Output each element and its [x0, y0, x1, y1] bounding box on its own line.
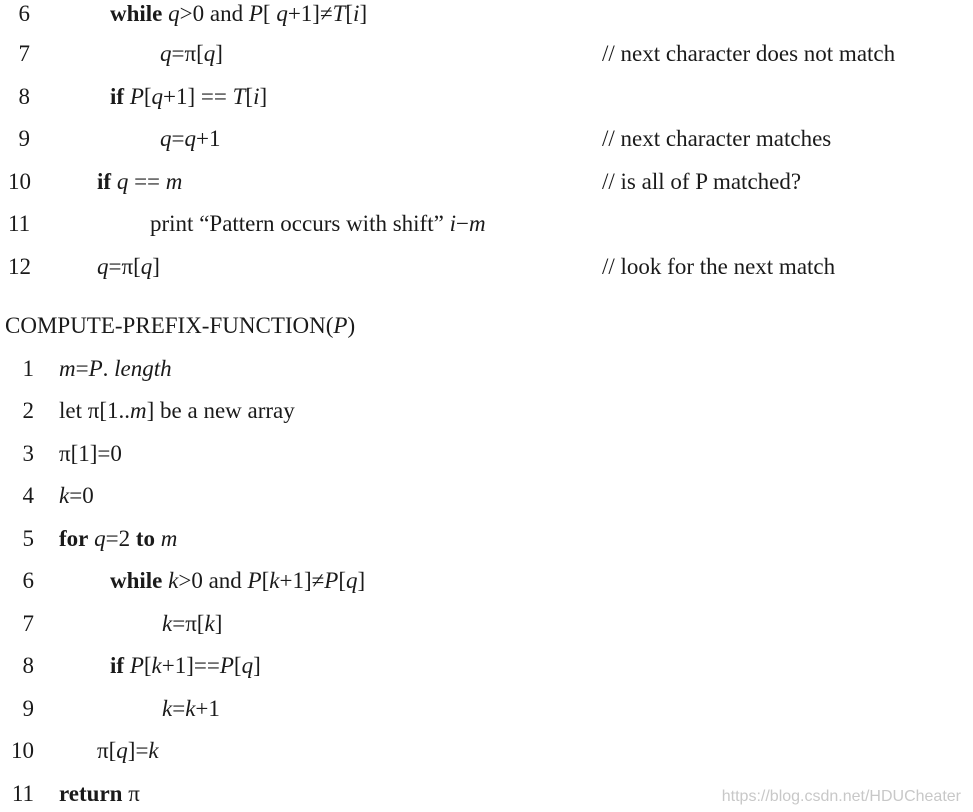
line-number: 9: [18, 126, 30, 151]
prefix-line-7: [0, 607, 973, 641]
code-fragment: −: [455, 211, 469, 236]
line-number: 10: [11, 738, 34, 763]
watermark: https://blog.csdn.net/HDUCheater: [721, 788, 961, 805]
kmp-line-8: [0, 80, 973, 114]
code-fragment: [: [245, 84, 254, 109]
code-fragment: ]: [357, 568, 366, 593]
variable: k: [151, 653, 162, 678]
code-text: [160, 122, 220, 156]
line-number: 6: [22, 568, 34, 593]
code-fragment: π: [122, 781, 140, 806]
code-fragment: π[1]=0: [59, 441, 122, 466]
variable: q: [346, 568, 358, 593]
variable: k: [204, 611, 215, 636]
variable: T: [332, 1, 346, 26]
code-text: [160, 37, 223, 71]
line-number: 4: [22, 483, 34, 508]
line-number: 8: [22, 653, 34, 678]
variable: q: [116, 738, 128, 763]
kmp-line-12: [0, 250, 973, 284]
line-number: 10: [8, 169, 31, 194]
code-fragment: ]=: [127, 738, 149, 763]
code-fragment: =: [171, 126, 185, 151]
line-number: 7: [22, 611, 34, 636]
code-fragment: =π[: [172, 611, 205, 636]
line-number: 5: [22, 526, 34, 551]
variable: q: [168, 1, 180, 26]
line-number: 6: [18, 1, 30, 26]
code-fragment: =π[: [108, 254, 141, 279]
variable: q: [94, 526, 106, 551]
code-fragment: let π[1..: [59, 398, 131, 423]
kmp-line-11: [0, 207, 973, 241]
code-text: [110, 649, 261, 683]
variable: length: [114, 356, 172, 381]
code-text: [110, 0, 367, 31]
line-number: 7: [18, 41, 30, 66]
code-fragment: +1: [195, 696, 220, 721]
variable: m: [130, 398, 147, 423]
variable: k: [148, 738, 159, 763]
variable: q: [160, 126, 172, 151]
keyword: if: [110, 84, 125, 109]
line-number: 12: [8, 254, 31, 279]
code-fragment: ]: [215, 41, 223, 66]
variable: P: [88, 356, 103, 381]
variable: P: [247, 568, 262, 593]
prefix-line-2: [0, 394, 973, 428]
code-fragment: +1: [195, 126, 221, 151]
variable: i: [353, 1, 360, 26]
variable: k: [162, 611, 173, 636]
variable: q: [276, 1, 288, 26]
code-text: [97, 165, 182, 199]
code-fragment: ]: [152, 254, 160, 279]
code-fragment: =0: [69, 483, 94, 508]
line-number: 11: [8, 211, 31, 236]
code-fragment: +1]≠: [279, 568, 325, 593]
variable: k: [168, 568, 179, 593]
code-text: [110, 564, 365, 598]
variable: k: [185, 696, 196, 721]
code-fragment: [: [261, 568, 270, 593]
code-fragment: ] be a new array: [146, 398, 295, 423]
code-text: [59, 522, 177, 556]
code-text: [59, 479, 94, 513]
variable: T: [232, 84, 246, 109]
prefix-line-4: [0, 479, 973, 513]
variable: q: [140, 254, 153, 279]
line-number: 1: [22, 356, 34, 381]
code-fragment: print “Pattern occurs with shift”: [150, 211, 450, 236]
code-fragment: =π[: [171, 41, 204, 66]
kmp-line-7: [0, 37, 973, 71]
code-comment: // is all of P matched?: [602, 169, 802, 194]
code-text: [162, 607, 222, 641]
code-text: [59, 394, 295, 428]
code-text: [97, 734, 159, 768]
variable: q: [184, 126, 196, 151]
variable: P: [324, 568, 339, 593]
code-fragment: =: [75, 356, 89, 381]
variable: k: [162, 696, 173, 721]
code-fragment: [: [338, 568, 346, 593]
variable: P: [129, 84, 144, 109]
code-fragment: +1]≠: [287, 1, 333, 26]
code-fragment: ]: [214, 611, 223, 636]
line-number: 11: [11, 781, 34, 806]
variable: m: [59, 356, 76, 381]
keyword: for: [59, 526, 89, 551]
variable: k: [269, 568, 280, 593]
code-text: [162, 692, 220, 726]
line-number: 3: [22, 441, 34, 466]
code-fragment: =2: [105, 526, 136, 551]
variable: i: [449, 211, 456, 236]
variable: q: [160, 41, 172, 66]
kmp-line-10: [0, 165, 973, 199]
variable: i: [253, 84, 260, 109]
variable: q: [97, 254, 109, 279]
code-fragment: >0 and: [178, 568, 248, 593]
line-number: 9: [22, 696, 34, 721]
variable: m: [468, 211, 486, 236]
code-fragment: >0 and: [179, 1, 249, 26]
variable: q: [241, 653, 254, 678]
kmp-line-9: [0, 122, 973, 156]
variable: m: [160, 526, 178, 551]
code-fragment: +1] ==: [163, 84, 233, 109]
prefix-line-9: [0, 692, 973, 726]
code-fragment: +1]==: [161, 653, 220, 678]
code-text: [110, 80, 267, 114]
code-fragment: [: [143, 653, 152, 678]
prefix-line-10: [0, 734, 973, 768]
keyword: while: [110, 1, 163, 26]
kmp-line-6: [0, 0, 973, 31]
code-fragment: COMPUTE-PREFIX-FUNCTION(: [5, 313, 334, 338]
keyword: return: [59, 781, 123, 806]
code-text: [97, 250, 160, 284]
code-fragment: [: [345, 1, 354, 26]
code-fragment: ]: [253, 653, 261, 678]
code-fragment: [: [233, 653, 242, 678]
prefix-line-6: [0, 564, 973, 598]
variable: q: [151, 84, 164, 109]
keyword: if: [97, 169, 112, 194]
variable: m: [165, 169, 183, 194]
code-fragment: π[: [97, 738, 117, 763]
code-fragment: =: [172, 696, 186, 721]
prefix-line-3: [0, 437, 973, 471]
code-text: [59, 777, 140, 811]
variable: P: [248, 1, 263, 26]
code-fragment: ==: [128, 169, 166, 194]
variable: P: [129, 653, 144, 678]
prefix-line-1: [0, 352, 973, 386]
prefix-line-5: [0, 522, 973, 556]
variable: k: [59, 483, 70, 508]
variable: P: [219, 653, 234, 678]
code-text: [59, 352, 172, 386]
variable: q: [116, 169, 129, 194]
code-fragment: ]: [359, 1, 368, 26]
code-comment: // look for the next match: [602, 254, 836, 279]
code-fragment: [: [262, 1, 277, 26]
line-number: 8: [18, 84, 30, 109]
code-fragment: [: [143, 84, 152, 109]
keyword: if: [110, 653, 125, 678]
code-comment: // next character matches: [602, 126, 832, 151]
prefix-line-8: [0, 649, 973, 683]
code-text: [150, 207, 486, 241]
variable: q: [203, 41, 216, 66]
code-fragment: ): [347, 313, 356, 338]
code-text: [59, 437, 122, 471]
code-fragment: .: [102, 356, 115, 381]
code-fragment: ]: [259, 84, 268, 109]
line-number: 2: [22, 398, 34, 423]
procedure-title: [5, 309, 355, 343]
variable: P: [333, 313, 348, 338]
keyword: while: [110, 568, 163, 593]
keyword: to: [135, 526, 156, 551]
code-comment: // next character does not match: [602, 41, 896, 66]
